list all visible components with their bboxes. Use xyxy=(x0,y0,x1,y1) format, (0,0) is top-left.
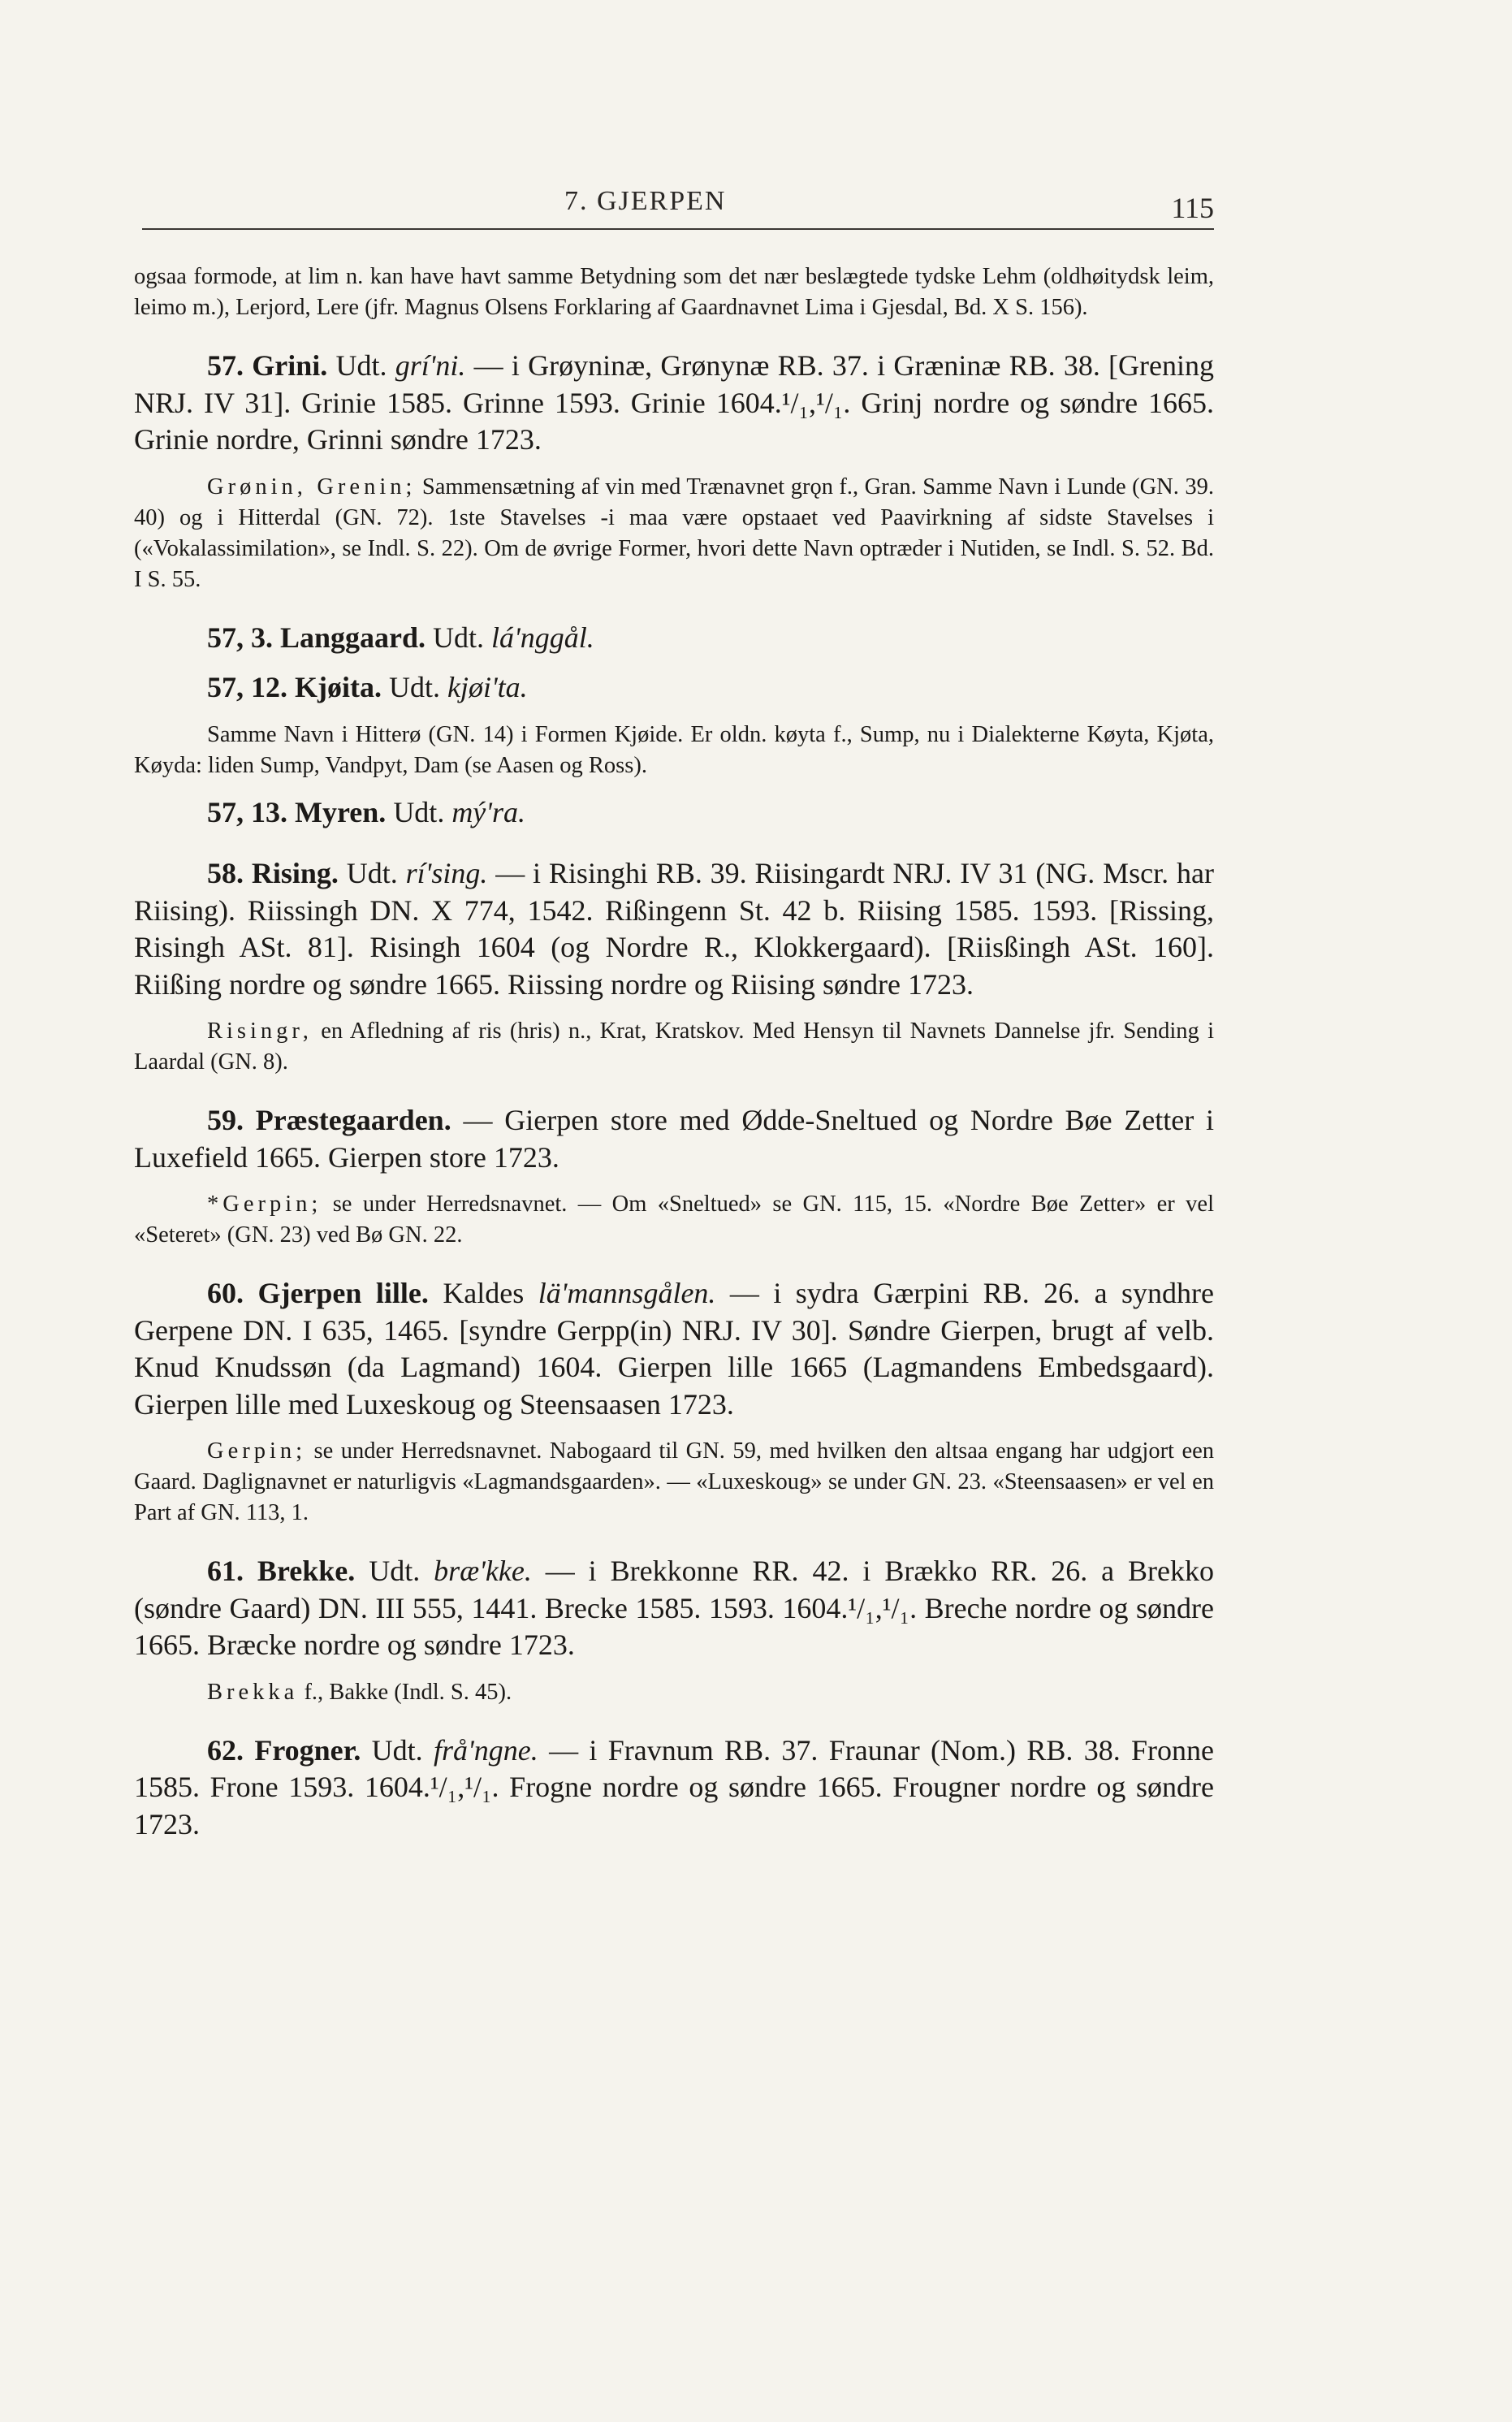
entry-60 xyxy=(134,1275,1214,1423)
pronunciation: bræ'kke. xyxy=(434,1555,532,1587)
note-text: se under Herredsnavnet. — Om «Sneltued» se GN. 115, 15. «Nordre Bøe Zetter» er vel «Seteret» (GN. 23) ved Bø GN. 22. xyxy=(134,1192,1214,1248)
note-lead: Grønin, Grenin; xyxy=(207,474,417,500)
note-lead: Gerpin; xyxy=(207,1438,307,1464)
entry-heading: 57, 12. Kjøita. xyxy=(207,671,382,703)
entry-60-note xyxy=(134,1436,1214,1529)
note-lead: Brekka xyxy=(207,1679,299,1705)
entry-heading: 61. Brekke. xyxy=(207,1555,356,1587)
udt-label: Udt. xyxy=(433,621,485,654)
pronunciation: kjøi'ta. xyxy=(447,671,528,703)
intro-paragraph: ogsaa formode, at lim n. kan have havt samme Betydning som det nær beslægtede tydske Lehm (oldhøitydsk leim, leimo m.), Lerjord, Lere (jfr. Magnus Olsens Forklaring af Gaardnavnet Lima i Gjesdal, Bd. X S. 156). xyxy=(134,264,1214,320)
note-lead: *Gerpin; xyxy=(207,1192,322,1217)
udt-label: Udt. xyxy=(335,349,387,382)
entry-57-3 xyxy=(134,620,1214,657)
entry-59-note xyxy=(134,1189,1214,1251)
udt-label: Udt. xyxy=(371,1733,423,1767)
running-header xyxy=(142,183,1214,230)
entry-heading: 59. Præstegaarden. xyxy=(207,1104,451,1136)
chapter-title: 7. GJERPEN xyxy=(564,186,727,216)
entry-57-12-note: Samme Navn i Hitterø (GN. 14) i Formen Kjøide. Er oldn. køyta f., Sump, nu i Dialekterne Køyta, Kjøta, Køyda: liden Sump, Vandpyt, Dam (se Aasen og Ross). xyxy=(134,721,1214,778)
note-text: se under Herredsnavnet. Nabogaard til GN. 59, med hvilken den altsaa engang har udgjort een Gaard. Daglignavnet er naturligvis «Lagmandsgaarden». — «Luxeskoug» se under GN. 23. «Steensaasen» er vel en Part af GN. 113, 1. xyxy=(134,1438,1215,1525)
note-lead: Risingr, xyxy=(207,1019,313,1044)
entry-62 xyxy=(134,1732,1214,1844)
udt-label: Udt. xyxy=(369,1555,421,1587)
entry-heading: 62. Frogner. xyxy=(207,1733,361,1767)
note-text: Sammensætning af vin med Trænavnet grǫn f., Gran. Samme Navn i Lunde (GN. 39. 40) og i Hitterdal (GN. 72). 1ste Stavelses -i maa være opstaaet ved Paavirkning af sidste Stavelses i («Vokalassimilation», se Indl. S. 22). Om de øvrige Former, hvori dette Navn optræder i Nutiden, se Indl. S. 52. Bd. I S. 55. xyxy=(134,474,1214,592)
entry-58 xyxy=(134,855,1214,1003)
entry-text: — i Brekkonne RR. 42. i Brækko RR. 26. a Brekko (søndre Gaard) DN. III 555, 1441. Brecke 1585. 1593. 1604.¹/₁,¹/₁. Breche nordre og søndre 1665. Bræcke nordre og søndre 1723. xyxy=(134,1555,1215,1661)
pronunciation: grí'ni. xyxy=(395,349,466,382)
entry-text: — i Grøyninæ, Grønynæ RB. 37. i Græninæ RB. 38. [Grening NRJ. IV 31]. Grinie 1585. Grinne 1593. Grinie 1604.¹/₁,¹/₁. Grinj nordre og søndre 1665. Grinie nordre, Grinni søndre 1723. xyxy=(134,349,1215,456)
entry-57-13 xyxy=(134,794,1214,832)
entry-59 xyxy=(134,1102,1214,1176)
pronunciation: rí'sing. xyxy=(405,857,488,889)
udt-label: Udt. xyxy=(388,671,440,703)
entry-heading: 58. Rising. xyxy=(207,857,339,889)
entry-61-note xyxy=(134,1677,1214,1708)
entry-text: Kaldes xyxy=(443,1277,525,1309)
entry-61 xyxy=(134,1553,1214,1664)
note-text: en Afledning af ris (hris) n., Krat, Kratskov. Med Hensyn til Navnets Dannelse jfr. Sending i Laardal (GN. 8). xyxy=(134,1019,1214,1075)
entry-heading: 57, 3. Langgaard. xyxy=(207,621,426,654)
entry-text: — Gierpen store med Ødde-Sneltued og Nordre Bøe Zetter i Luxefield 1665. Gierpen store 1723. xyxy=(134,1104,1214,1174)
entry-heading: 60. Gjerpen lille. xyxy=(207,1277,429,1309)
entry-heading: 57, 13. Myren. xyxy=(207,795,387,828)
entry-text: — i Fravnum RB. 37. Fraunar (Nom.) RB. 38. Fronne 1585. Frone 1593. 1604.¹/₁,¹/₁. Frogne nordre og søndre 1665. Frougner nordre og søndre 1723. xyxy=(134,1733,1215,1840)
entry-text: — i Risinghi RB. 39. Riisingardt NRJ. IV 31 (NG. Mscr. har Riising). Riissingh DN. X 774, 1542. Rißingenn St. 42 b. Riising 1585. 1593. [Rissing, Risingh ASt. 81]. Risingh 1604 (og Nordre R., Klokkergaard). [Riisßingh ASt. 160]. Riißing nordre og søndre 1665. Riissing nordre og Riising søndre 1723. xyxy=(134,857,1214,1001)
entry-text-cont: — i sydra Gærpini RB. 26. a syndhre Gerpene DN. I 635, 1465. [syndre Gerpp(in) NRJ. IV 30]. Søndre Gierpen, brugt af velb. Knud Knudssøn (da Lagmand) 1604. Gierpen lille 1665 (Lagmandens Embedsgaard). Gierpen lille med Luxeskoug og Steensaasen 1723. xyxy=(134,1277,1214,1421)
pronunciation: lá'nggål. xyxy=(491,621,594,654)
note-text: f., Bakke (Indl. S. 45). xyxy=(304,1679,512,1705)
entry-57 xyxy=(134,348,1214,459)
udt-label: Udt. xyxy=(346,857,398,889)
pronunciation: mý'ra. xyxy=(451,795,525,828)
page-number: 115 xyxy=(1171,192,1214,224)
pronunciation: lä'mannsgålen. xyxy=(538,1277,716,1309)
body-text xyxy=(134,262,1214,1843)
entry-57-note xyxy=(134,472,1214,595)
entry-58-note xyxy=(134,1016,1214,1078)
pronunciation: frå'ngne. xyxy=(434,1733,538,1767)
entry-heading: 57. Grini. xyxy=(207,349,328,382)
entry-57-12 xyxy=(134,669,1214,707)
udt-label: Udt. xyxy=(393,795,445,828)
